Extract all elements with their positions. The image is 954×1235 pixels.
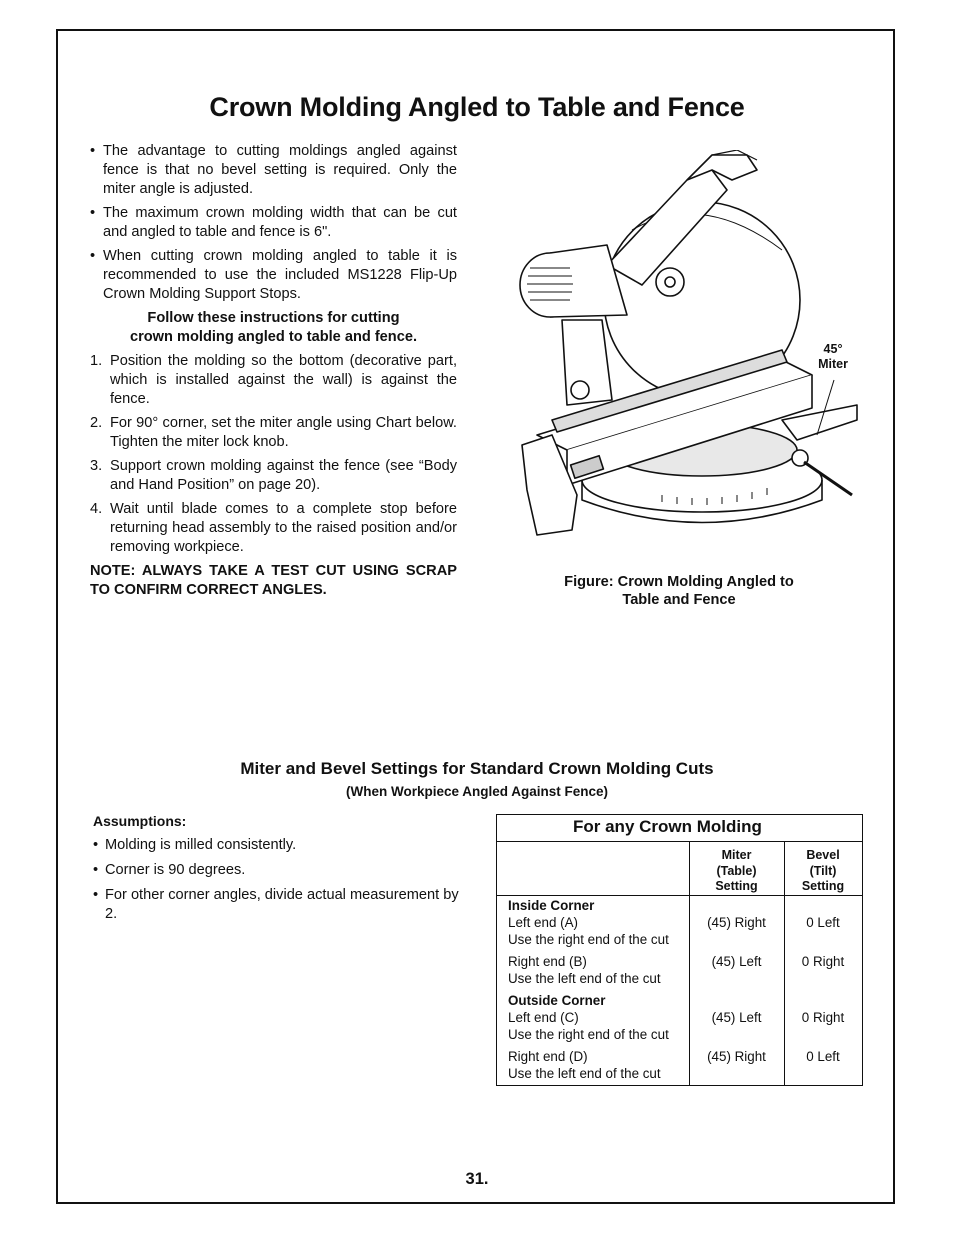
inside-corner-label: Inside Corner: [508, 898, 595, 913]
safety-note: NOTE: ALWAYS TAKE A TEST CUT USING SCRAP TO CONFIRM CORRECT ANGLES.: [90, 563, 457, 598]
bevel-value: 0 Right: [801, 954, 845, 969]
step-item: 3. Support crown molding against the fence (see “Body and Hand Position” on page 20).: [90, 458, 457, 493]
settings-table: [496, 814, 863, 1086]
assumption-item: • For other corner angles, divide actual measurement by 2.: [93, 886, 463, 924]
settings-title: Miter and Bevel Settings for Standard Crown Molding Cuts: [240, 759, 714, 778]
table-header-rule: [497, 895, 862, 896]
step-item: 2. For 90° corner, set the miter angle using Chart below. Tighten the miter lock knob.: [90, 415, 457, 450]
page-number: 31.: [465, 1170, 489, 1188]
miter-value: (45) Right: [707, 915, 766, 930]
bevel-column-header: Bevel (Tilt) Setting: [801, 848, 845, 893]
outside-corner-label: Outside Corner: [508, 993, 606, 1008]
step-item: 4. Wait until blade comes to a complete stop before returning head assembly to the raised position and/or removing workpiece.: [90, 501, 457, 555]
table-row: Right end (B) Use the left end of the cut: [508, 954, 661, 986]
bevel-value: 0 Left: [806, 915, 840, 930]
assumptions-block: [93, 812, 463, 930]
page-title: Crown Molding Angled to Table and Fence: [209, 92, 745, 122]
figure-caption: Figure: Crown Molding Angled to Table and Fence: [564, 574, 794, 608]
intro-bullet: • When cutting crown molding angled to table it is recommended to use the included MS1228 Flip-Up Crown Molding Support Stops.: [90, 247, 457, 304]
miter-value: (45) Left: [711, 954, 762, 969]
assumption-item: • Molding is milled consistently.: [93, 836, 463, 855]
intro-bullet: • The advantage to cutting moldings angled against fence is that no bevel setting is required. Only the miter angle is adjusted.: [90, 142, 457, 199]
intro-bullet: • The maximum crown molding width that can be cut and angled to table and fence is 6".: [90, 204, 457, 242]
miter-column-header: Miter (Table) Setting: [715, 848, 758, 893]
settings-subtitle: (When Workpiece Angled Against Fence): [345, 784, 609, 799]
miter-value: (45) Left: [711, 1010, 762, 1025]
bevel-value: 0 Right: [801, 1010, 845, 1025]
follow-heading: Follow these instructions for cutting crown molding angled to table and fence.: [129, 310, 418, 345]
step-item: 1. Position the molding so the bottom (decorative part, which is installed against the wall) is against the fence.: [90, 353, 457, 407]
assumption-item: • Corner is 90 degrees.: [93, 861, 463, 880]
bevel-value: 0 Left: [806, 1049, 840, 1064]
miter-value: (45) Right: [707, 1049, 766, 1064]
assumptions-heading: Assumptions:: [93, 813, 187, 829]
table-header: For any Crown Molding: [497, 815, 862, 842]
table-row: Inside Corner Left end (A) Use the right end of the cut: [508, 898, 669, 947]
miter-callout: 45° Miter: [818, 342, 848, 371]
instructions-column: [90, 142, 457, 600]
table-row: Right end (D) Use the left end of the cut: [508, 1049, 661, 1081]
table-row: Outside Corner Left end (C) Use the right end of the cut: [508, 993, 669, 1042]
